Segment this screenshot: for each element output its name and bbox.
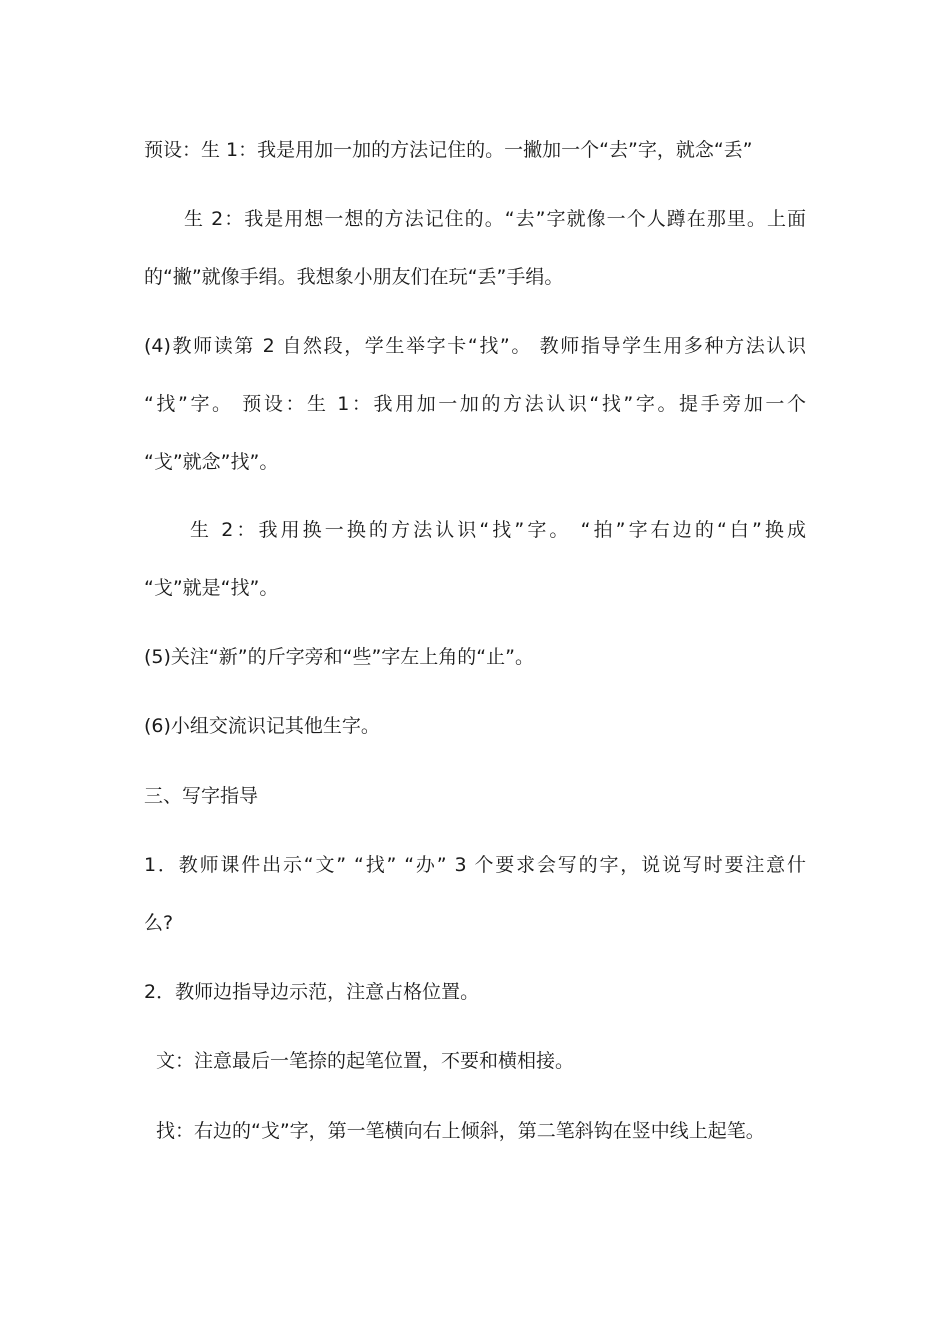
paragraph-preset-student1: 预设：生 1：我是用加一加的方法记住的。一撇加一个“去”字，就念“丢”	[144, 139, 753, 161]
paragraph-item1-line2: 么?	[144, 912, 174, 934]
paragraph-zhao-note: 找：右边的“戈”字，第一笔横向右上倾斜，第二笔斜钩在竖中线上起笔。	[156, 1120, 765, 1142]
paragraph-step5: (5)关注“新”的斤字旁和“些”字左上角的“止”。	[144, 646, 534, 668]
paragraph-step4-line1: (4)教师读第 2 自然段，学生举字卡“找”。 教师指导学生用多种方法认识	[144, 335, 806, 357]
paragraph-step6: (6)小组交流识记其他生字。	[144, 715, 380, 737]
paragraph-step4-line2: “找”字。 预设：生 1：我用加一加的方法认识“找”字。提手旁加一个	[144, 393, 806, 415]
paragraph-step4-student2-line1: 生 2：我用换一换的方法认识“找”字。 “拍”字右边的“白”换成	[190, 519, 806, 541]
paragraph-wen-note: 文：注意最后一笔捺的起笔位置，不要和横相接。	[156, 1050, 575, 1072]
paragraph-student2-line2: 的“撇”就像手绢。我想象小朋友们在玩“丢”手绢。	[144, 266, 564, 288]
paragraph-step4-student2-line2: “戈”就是“找”。	[144, 577, 279, 599]
paragraph-student2-line1: 生 2：我是用想一想的方法记住的。“去”字就像一个人蹲在那里。上面	[184, 208, 806, 230]
paragraph-item1-line1: 1．教师课件出示“文” “找” “办” 3 个要求会写的字，说说写时要注意什	[144, 854, 806, 876]
section-heading-writing: 三、写字指导	[144, 785, 259, 807]
paragraph-step4-line3: “戈”就念”找”。	[144, 451, 279, 473]
paragraph-item2: 2．教师边指导边示范，注意占格位置。	[144, 981, 480, 1003]
